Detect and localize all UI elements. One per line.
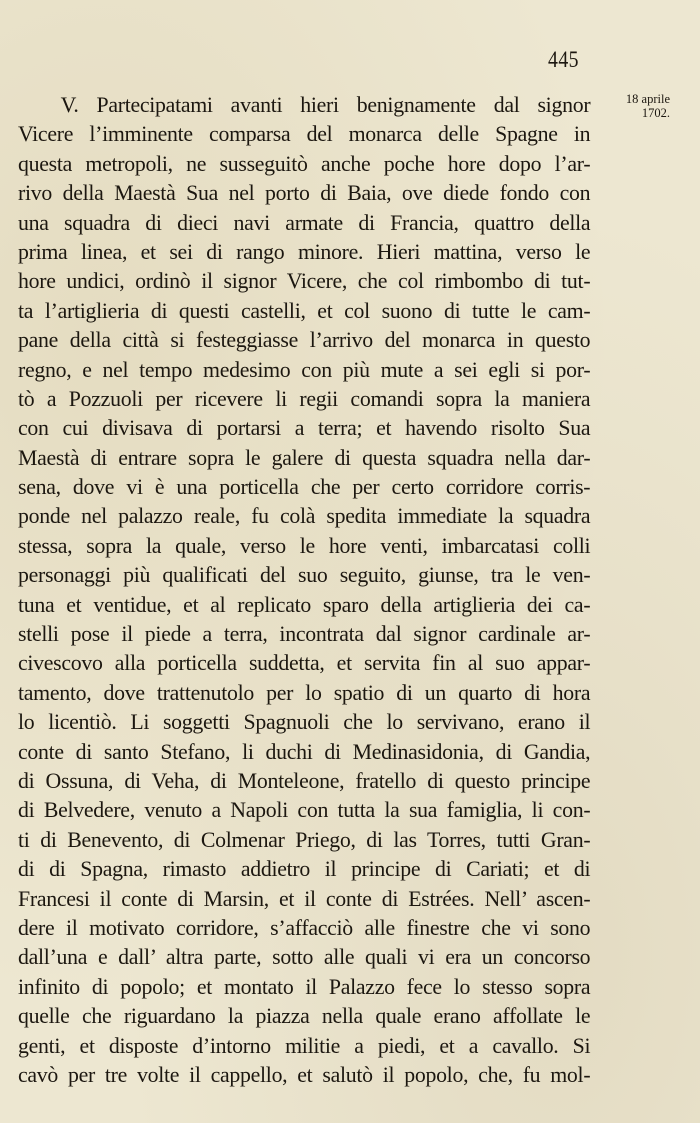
text-line: ta l’artiglieria di questi castelli, et col suono di tutte le cam- bbox=[18, 297, 591, 323]
text-line: ti di Benevento, di Colmenar Priego, di las Torres, tutti Gran- bbox=[18, 826, 591, 852]
margin-note-line: 18 aprile bbox=[625, 92, 670, 106]
text-line: cavò per tre volte il cappello, et salutò il popolo, che, fu mol- bbox=[18, 1061, 591, 1087]
text-line: lo licentiò. Li soggetti Spagnuoli che lo servivano, erano il bbox=[18, 709, 591, 735]
body-text bbox=[18, 90, 590, 1089]
text-line: conte di santo Stefano, li duchi di Medinasidonia, di Gandia, bbox=[18, 738, 591, 764]
text-line: tuna et ventidue, et al replicato sparo della artiglieria dei ca- bbox=[18, 591, 591, 617]
text-line: di di Spagna, rimasto addietro il principe di Cariati; et di bbox=[18, 856, 591, 882]
text-line: con cui divisava di portarsi a terra; et havendo risolto Sua bbox=[18, 415, 591, 441]
text-line: di Belvedere, venuto a Napoli con tutta la sua famiglia, li con- bbox=[18, 797, 591, 823]
text-line: Francesi il conte di Marsin, et il conte di Estrées. Nell’ ascen- bbox=[18, 885, 591, 911]
text-line: V. Partecipatami avanti hieri benignamente dal signor bbox=[60, 92, 591, 117]
text-line: una squadra di dieci navi armate di Francia, quattro della bbox=[18, 209, 591, 235]
text-line: genti, et disposte d’intorno militie a piedi, et a cavallo. Si bbox=[18, 1032, 591, 1058]
text-line: sena, dove vi è una porticella che per certo corridore corris- bbox=[18, 474, 591, 500]
text-line: hore undici, ordinò il signor Vicere, che col rimbombo di tut- bbox=[18, 268, 591, 294]
text-line: stelli pose il piede a terra, incontrata dal signor cardinale ar- bbox=[18, 621, 591, 647]
text-line: tò a Pozzuoli per ricevere li regii comandi sopra la maniera bbox=[18, 385, 591, 411]
text-line: questa metropoli, ne susseguitò anche poche hore dopo l’ar- bbox=[18, 150, 591, 176]
text-line: tamento, dove trattenutolo per lo spatio di un quarto di hora bbox=[18, 679, 591, 705]
margin-note-line: 1702. bbox=[641, 106, 670, 120]
text-line: Maestà di entrare sopra le galere di questa squadra nella dar- bbox=[18, 444, 591, 470]
text-line: pane della città si festeggiasse l’arrivo del monarca in questo bbox=[18, 327, 591, 353]
text-line: quelle che riguardano la piazza nella quale erano affollate le bbox=[18, 1003, 591, 1029]
text-line: dere il motivato corridore, s’affacciò alle finestre che vi sono bbox=[18, 914, 591, 940]
text-line: civescovo alla porticella suddetta, et servita fin al suo appar- bbox=[18, 650, 591, 676]
text-line: ponde nel palazzo reale, fu colà spedita immediate la squadra bbox=[18, 503, 591, 529]
page-number: 445 bbox=[548, 47, 579, 72]
text-line: regno, e nel tempo medesimo con più mute a sei egli si por- bbox=[18, 356, 591, 382]
text-line: prima linea, et sei di rango minore. Hieri mattina, verso le bbox=[18, 238, 591, 264]
text-line: stessa, sopra la quale, verso le hore venti, imbarcatasi colli bbox=[18, 532, 591, 558]
margin-date-note bbox=[604, 92, 670, 120]
text-line: infinito di popolo; et montato il Palazzo fece lo stesso sopra bbox=[18, 973, 591, 999]
text-line: di Ossuna, di Veha, di Monteleone, fratello di questo principe bbox=[18, 767, 591, 793]
text-line: rivo della Maestà Sua nel porto di Baia, ove diede fondo con bbox=[18, 180, 591, 206]
text-line: personaggi più qualificati del suo seguito, giunse, tra le ven- bbox=[18, 562, 591, 588]
text-line: dall’una e dall’ altra parte, sotto alle quali vi era un concorso bbox=[18, 944, 591, 970]
text-line: Vicere l’imminente comparsa del monarca delle Spagne in bbox=[18, 121, 591, 147]
